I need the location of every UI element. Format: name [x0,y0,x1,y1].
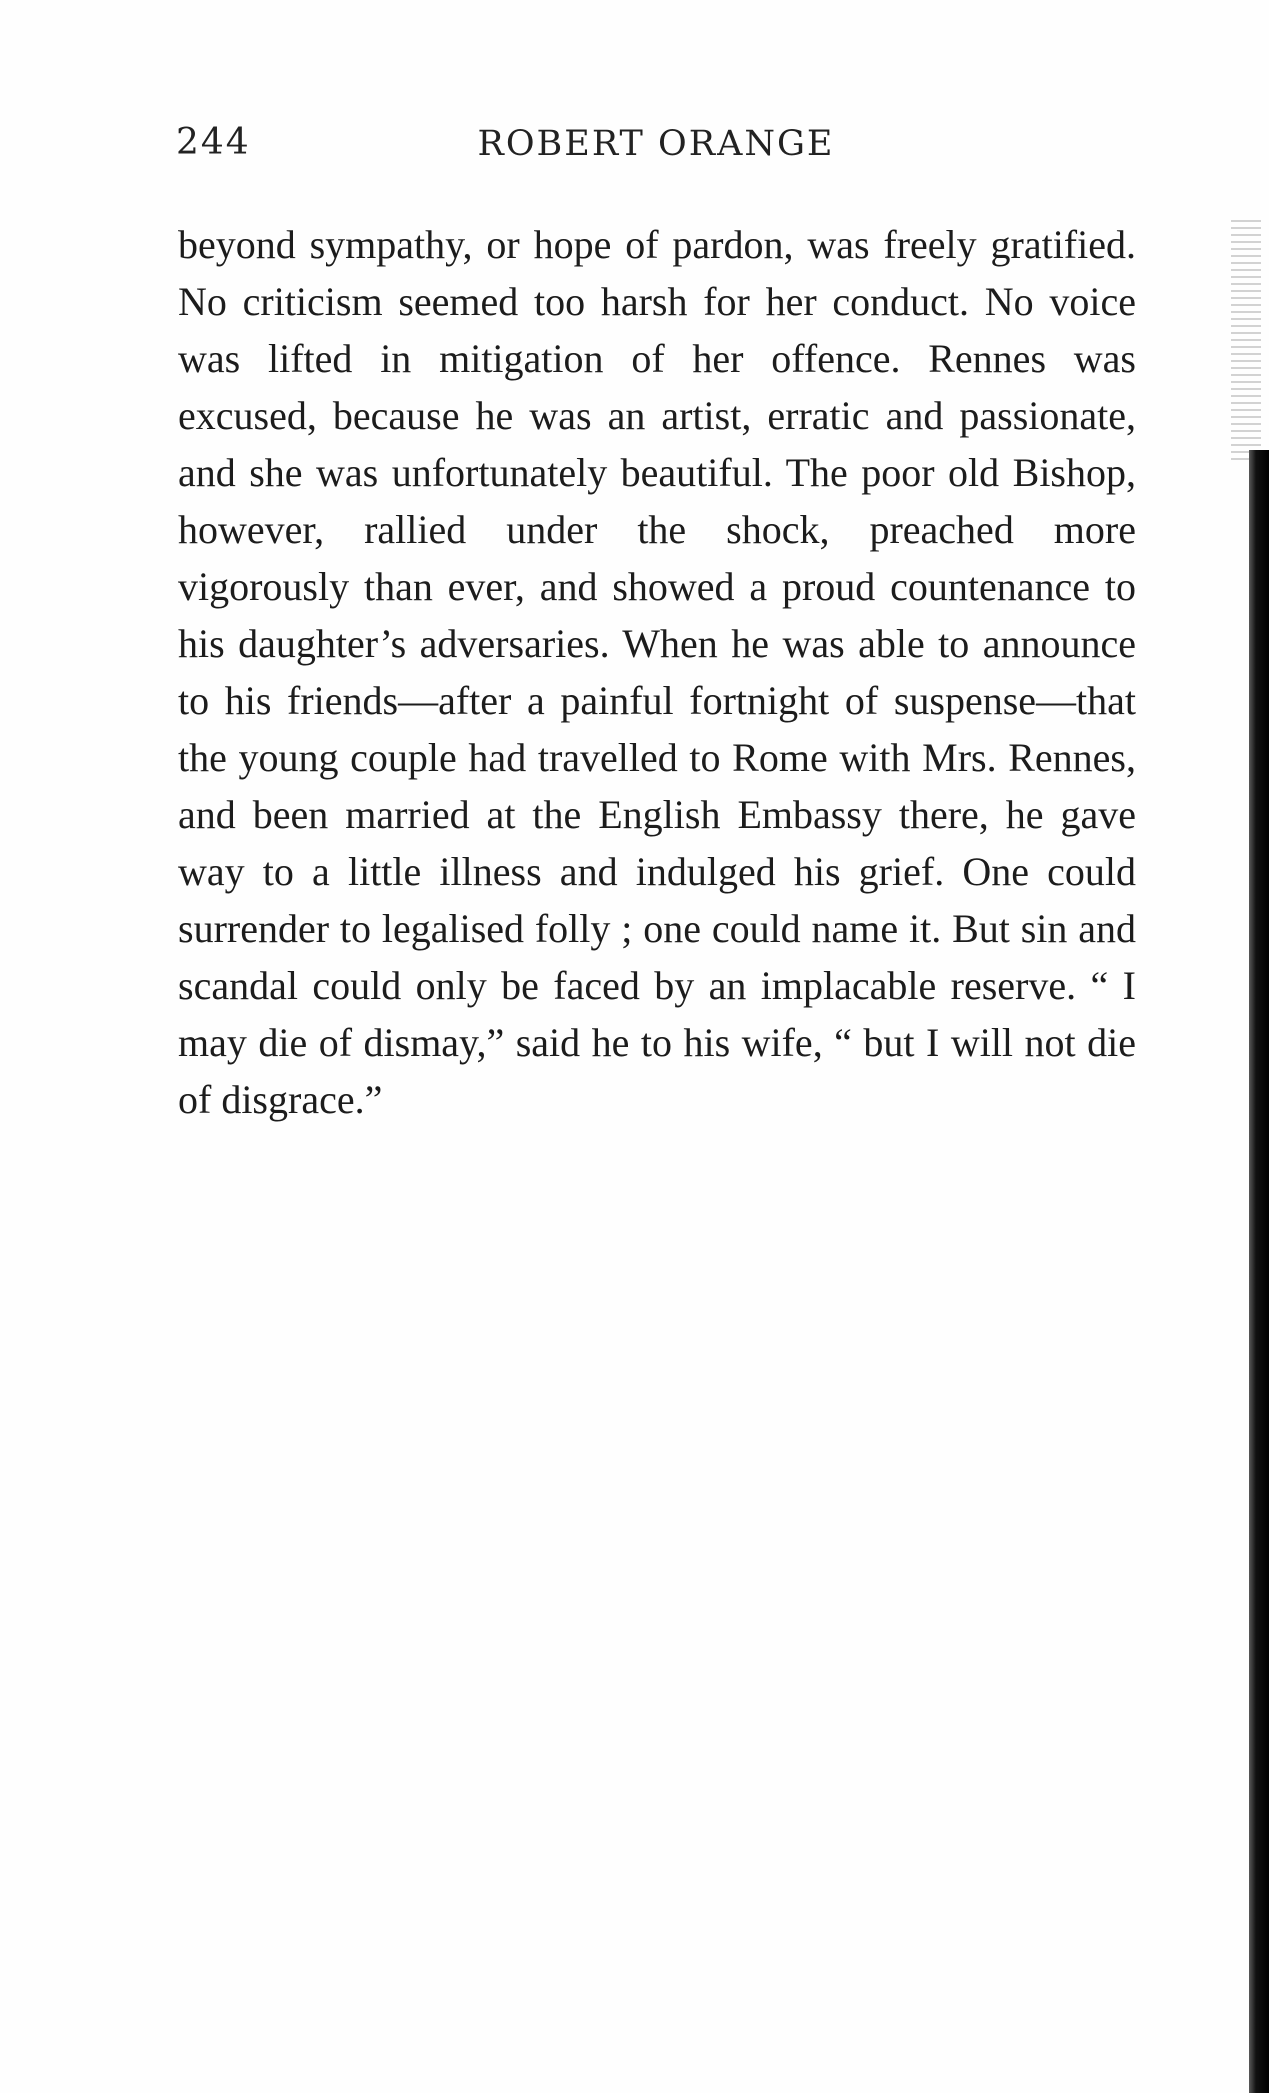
binding-shadow-speckle [1231,220,1261,460]
running-head [176,122,1136,172]
binding-edge-shadow [1249,450,1269,2093]
paragraph: beyond sympathy, or hope of pardon, was freely gratified. No criticism seemed too harsh for her conduct. No voice was lifted in mitigation of her offence. Rennes was excused, because he was an artist, erratic and passionate, and she was unfortunately beautiful. The poor old Bishop, however, rallied under the shock, preached more vigorously than ever, and showed a proud countenance to his daughter’s adversaries. When he was able to announce to his friends—after a painful fortnight of suspense—that the young couple had travelled to Rome with Mrs. Rennes, and been married at the English Embassy there, he gave way to a little illness and indulged his grief. One could surrender to legalised folly ; one could name it. But sin and scandal could only be faced by an implacable reserve. “ I may die of dismay,” said he to his wife, “ but I will not die of disgrace.” [178,222,1136,1122]
page-number: 244 [176,122,251,163]
running-title: ROBERT ORANGE [477,124,835,164]
body-text [178,216,1136,1128]
